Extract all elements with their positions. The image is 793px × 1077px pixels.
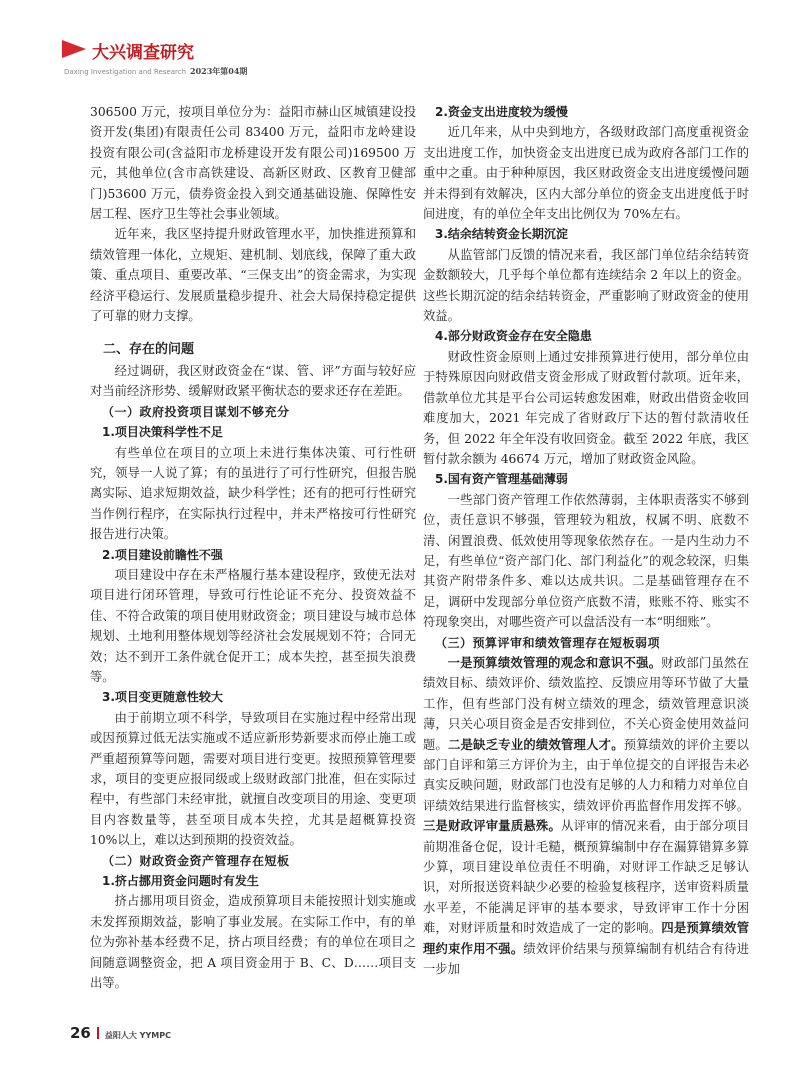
- bold-lead: 一是预算绩效管理的观念和意识不强。: [447, 655, 662, 670]
- page-number: 26: [70, 1024, 91, 1042]
- text: 财政部门虽然在绩效目标、绩效评价、绩效监控、反馈应用等环节做了大量工作，但有些部门没有树立绩效的理念，绩效管理意识淡薄，只关心项目资金是否安排到位，不关心资金使用效益问题。: [423, 655, 749, 752]
- left-column: [90, 102, 416, 993]
- magazine-subtitle-en: Daxing Investigation and Research: [64, 68, 187, 76]
- paragraph: 由于前期立项不科学，导致项目在实施过程中经常出现或因预算过低无法实施或不适应新形势新要求而停止施工或严重超预算等问题，需要对项目进行变更。按照预算管理要求，项目的变更应报同级或上级财政部门批准，但在实际过程中，有些部门未经审批，就擅自改变项目的用途、变更项目内容数量等，甚至项目成本失控，尤其是超概算投资 10%以上，难以达到预期的投资效益。: [90, 710, 416, 848]
- item-heading: 3.结余结转资金长期沉淀: [435, 227, 568, 242]
- magazine-issue: 2023年第04期: [190, 66, 248, 76]
- item-heading: 3.项目变更随意性较大: [102, 690, 223, 705]
- paragraph: [423, 653, 749, 980]
- bold-lead: 二是缺乏专业的绩效管理人才。: [448, 737, 624, 752]
- paragraph: 306500 万元，按项目单位分为：益阳市赫山区城镇建设投资开发(集团)有限责任公司 83400 万元，益阳市龙岭建设投资有限公司(含益阳市龙桥建设开发有限公司)169500 万元，其他单位(含市高铁建设、高新区财政、区教育卫健部门)53600 万元，债券资金投入到交通基础设施、保障性安居工程、医疗卫生等社会事业领域。: [90, 105, 416, 222]
- paragraph: 挤占挪用项目资金，造成预算项目未能按照计划实施或未发挥预期效益，影响了事业发展。在实际工作中，有的单位为弥补基本经费不足，挤占项目经费；有的单位在项目之间随意调整资金，把 A 项目资金用于 B、C、D……项目支出等。: [90, 894, 416, 991]
- item-heading: 2.项目建设前瞻性不强: [102, 547, 223, 562]
- page-footer: [70, 1023, 171, 1042]
- paragraph: 有些单位在项目的立项上未进行集体决策、可行性研究，领导一人说了算；有的虽进行了可行性研究，但报告脱离实际、追求短期效益，缺少科学性；还有的把可行性研究当作例行程序，在实际执行过程中，并未严格按可行性研究报告进行决策。: [90, 445, 416, 542]
- paragraph: 一些部门资产管理工作依然薄弱，主体职责落实不够到位，责任意识不够强，管理较为粗放，权属不明、底数不清、闲置浪费、低效使用等现象依然存在。一是内生动力不足，有些单位“资产部门化、部门利益化”的观念较深，归集其资产附带条件多、难以达成共识。二是基础管理存在不足，调研中发现部分单位资产底数不清，账账不符、账实不符现象突出，对哪些资产可以盘活没有一本“明细账”。: [423, 492, 749, 630]
- text: 绩效评价结果与预算编制有机结合有待进一步加: [423, 941, 749, 977]
- bold-lead: 四是预算绩效管理约束作用不强。: [423, 921, 749, 956]
- text: 从评审的情况来看，由于部分项目前期准备仓促，设计毛糙，概预算编制中存在漏算错算多算少算，项目建设单位责任不明确，对财评工作缺乏足够认识，对所报送资料缺少必要的检验复核程序，送审资料质量水平差，不能满足评审的基本要求，导致评审工作十分困难，对财评质量和时效造成了一定的影响。: [423, 819, 749, 936]
- section-heading: 二、存在的问题: [103, 342, 195, 358]
- subsection-heading: （一）政府投资项目谋划不够充分: [102, 404, 290, 419]
- publication-name: 益阳人大 YYMPC: [104, 1031, 171, 1040]
- item-heading: 1.项目决策科学性不足: [102, 425, 223, 440]
- text: 预算绩效的评价主要以部门自评和第三方评价为主，由于单位提交的自评报告未必真实反映问题，财政部门也没有足够的人力和精力对单位自评绩效结果进行监督核实，绩效评价再监督作用发挥不够。: [423, 737, 749, 813]
- paragraph: 近几年来，从中央到地方，各级财政部门高度重视资金支出进度工作，加快资金支出进度已成为政府各部门工作的重中之重。由于种种原因，我区财政资金支出进度缓慢问题并未得到有效解决，区内大部分单位的资金支出进度低于时间进度，有的单位全年支出比例仅为 70%左右。: [423, 125, 749, 222]
- footer-divider: [97, 1027, 99, 1039]
- paragraph: 从监管部门反馈的情况来看，我区部门单位结余结转资金数额较大，几乎每个单位都有连续结余 2 年以上的资金。这些长期沉淀的结余结转资金，严重影响了财政资金的使用效益。: [423, 247, 749, 324]
- magazine-title: 大兴调查研究: [92, 43, 194, 63]
- right-column: [423, 102, 749, 979]
- subsection-heading: （三）预算评审和绩效管理存在短板弱项: [435, 635, 661, 650]
- paragraph: 近年来，我区坚持提升财政管理水平，加快推进预算和绩效管理一体化，立规矩、建机制、划底线，保障了重大政策、重点项目、重要改革、“三保支出”的资金需求，为实现经济平稳运行、发展质量稳步提升、社会大局保持稳定提供了可靠的财力支撑。: [90, 227, 416, 324]
- magazine-subtitle: [64, 66, 247, 77]
- paragraph: 经过调研，我区财政资金在“谋、管、评”方面与较好应对当前经济形势、缓解财政紧平衡状态的要求还存在差距。: [90, 363, 416, 399]
- bold-lead: 三是财政评审量质悬殊。: [423, 819, 562, 834]
- paragraph: 项目建设中存在未严格履行基本建设程序，致使无法对项目进行闭环管理，导致可行性论证不充分、投资效益不佳、不符合政策的项目使用财政资金；项目建设与城市总体规划、土地利用整体规划等经济社会发展规划不符；合同无效；达不到开工条件就仓促开工；成本失控，甚至损失浪费等。: [90, 567, 416, 684]
- item-heading: 2.资金支出进度较为缓慢: [435, 105, 568, 119]
- item-heading: 5.国有资产管理基础薄弱: [435, 472, 568, 487]
- flag-logo-icon: [62, 40, 86, 58]
- item-heading: 1.挤占挪用资金问题时有发生: [102, 874, 259, 889]
- item-heading: 4.部分财政资金存在安全隐患: [435, 329, 592, 344]
- paragraph: 财政性资金原则上通过安排预算进行使用，部分单位由于特殊原因向财政借支资金形成了财政暂付款项。近年来，借款单位尤其是平台公司运转愈发困难，财政出借资金收回难度加大，2021 年完成了省财政厅下达的暂付款清收任务，但 2022 年全年没有收回资金。截至 2022 年底，我区暂付款余额为 46674 万元，增加了财政资金风险。: [423, 349, 749, 466]
- subsection-heading: （二）财政资金资产管理存在短板: [102, 853, 290, 868]
